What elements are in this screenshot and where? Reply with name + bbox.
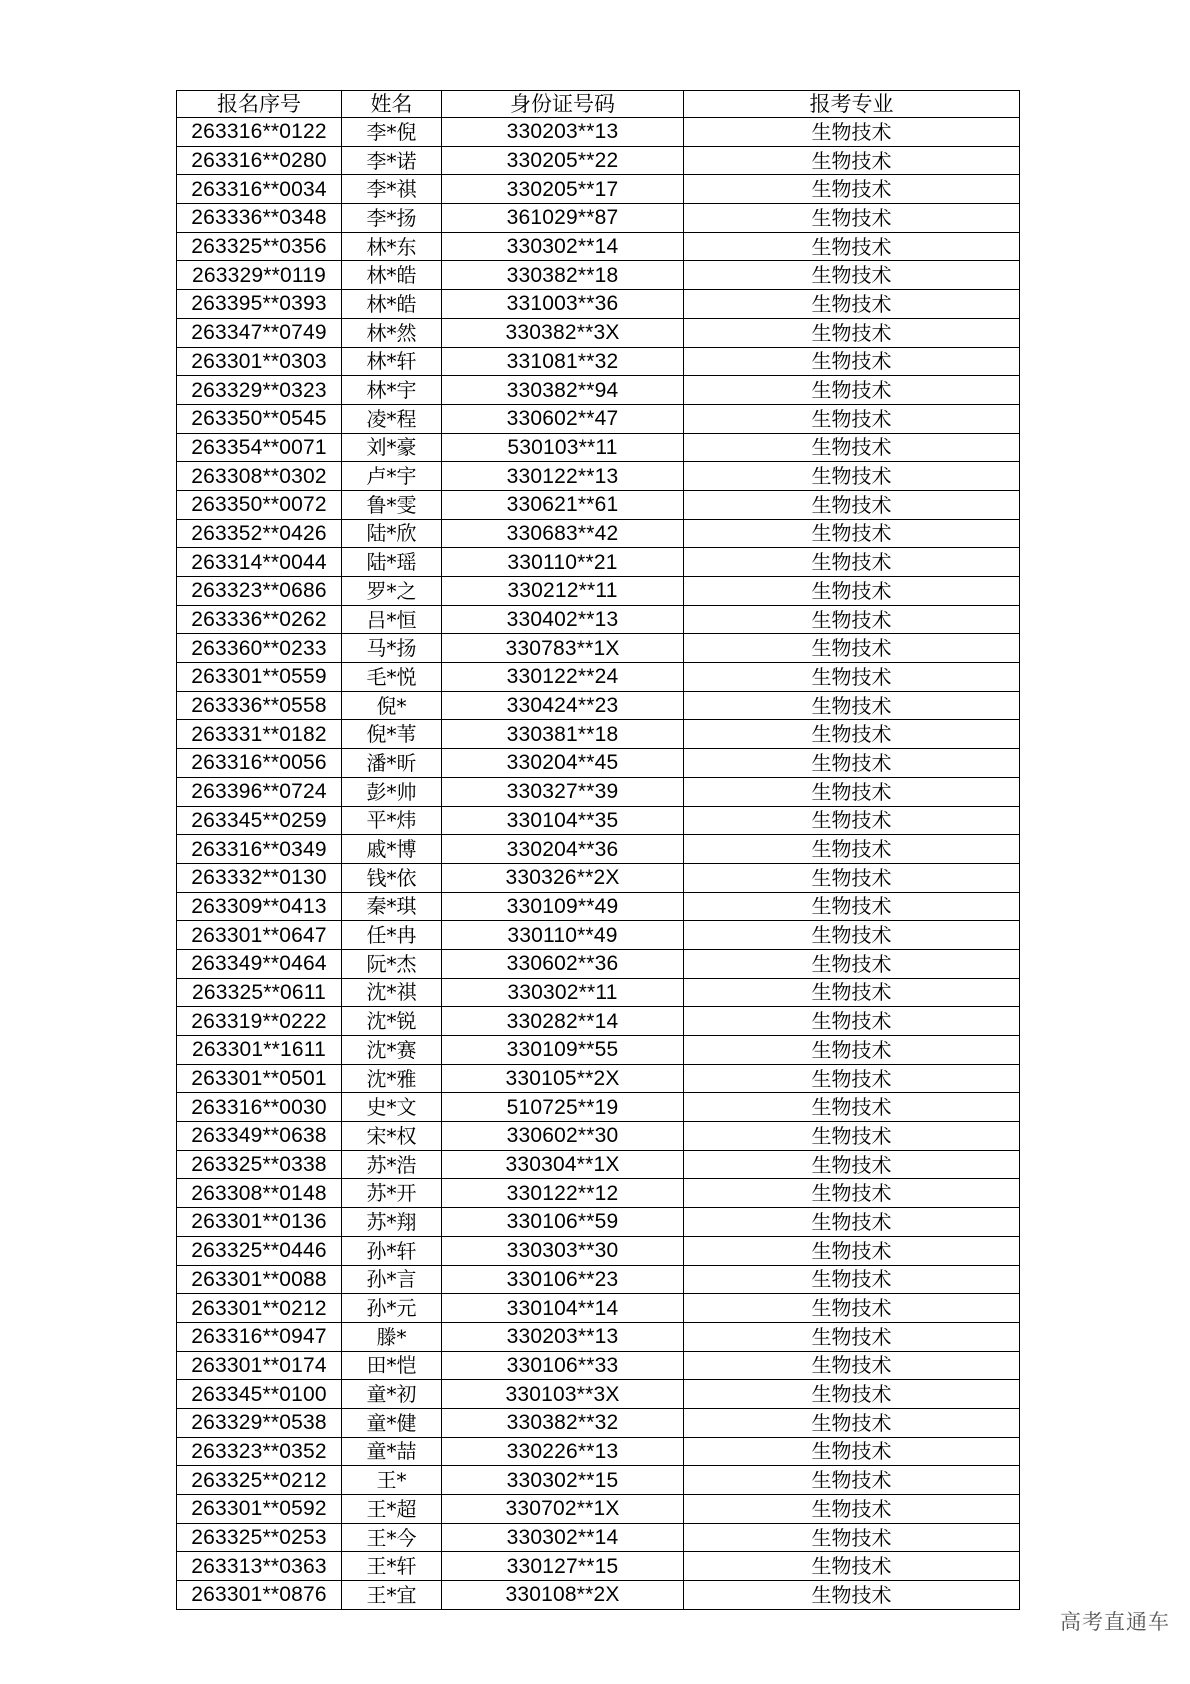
major-cell: 生物技术 [684,1150,1020,1179]
table-row [177,347,1020,376]
student-name-cell: 李*扬 [342,204,442,233]
major-cell: 生物技术 [684,634,1020,663]
id-number-cell: 330110**49 [442,921,684,950]
student-name-cell: 孙*元 [342,1294,442,1323]
student-name-cell: 凌*程 [342,404,442,433]
registration-number-cell: 263316**0122 [177,118,342,147]
table-row [177,118,1020,147]
major-cell: 生物技术 [684,232,1020,261]
major-cell: 生物技术 [684,146,1020,175]
student-name-cell: 苏*浩 [342,1150,442,1179]
table-row [177,605,1020,634]
registration-number-cell: 263301**0303 [177,347,342,376]
registration-number-cell: 263316**0030 [177,1093,342,1122]
table-row [177,1408,1020,1437]
student-name-cell: 宋*权 [342,1122,442,1151]
id-number-cell: 330108**2X [442,1581,684,1610]
registration-number-cell: 263316**0947 [177,1322,342,1351]
major-cell: 生物技术 [684,1179,1020,1208]
major-cell: 生物技术 [684,1122,1020,1151]
student-name-cell: 秦*琪 [342,892,442,921]
registration-number-cell: 263345**0259 [177,806,342,835]
student-name-cell: 刘*豪 [342,433,442,462]
student-name-cell: 田*恺 [342,1351,442,1380]
major-cell: 生物技术 [684,949,1020,978]
id-number-cell: 330382**18 [442,261,684,290]
registration-number-cell: 263316**0034 [177,175,342,204]
student-name-cell: 鲁*雯 [342,490,442,519]
table-row [177,634,1020,663]
table-row [177,1236,1020,1265]
student-name-cell: 毛*悦 [342,663,442,692]
registration-number-cell: 263308**0148 [177,1179,342,1208]
major-cell: 生物技术 [684,691,1020,720]
major-cell: 生物技术 [684,663,1020,692]
student-name-cell: 沈*锐 [342,1007,442,1036]
registration-number-cell: 263301**0088 [177,1265,342,1294]
registration-number-cell: 263329**0323 [177,376,342,405]
table-row [177,1122,1020,1151]
student-name-cell: 苏*开 [342,1179,442,1208]
table-row [177,1036,1020,1065]
table-row [177,548,1020,577]
student-name-cell: 王*宜 [342,1581,442,1610]
student-name-cell: 彭*帅 [342,777,442,806]
student-name-cell: 吕*恒 [342,605,442,634]
id-number-cell: 331003**36 [442,290,684,319]
table-row [177,1064,1020,1093]
id-number-cell: 330106**23 [442,1265,684,1294]
student-name-cell: 李*祺 [342,175,442,204]
major-cell: 生物技术 [684,1208,1020,1237]
header-major: 报考专业 [684,91,1020,118]
registration-number-cell: 263301**0136 [177,1208,342,1237]
id-number-cell: 330103**3X [442,1380,684,1409]
table-row [177,806,1020,835]
id-number-cell: 330203**13 [442,118,684,147]
registration-number-cell: 263325**0611 [177,978,342,1007]
id-number-cell: 330204**36 [442,835,684,864]
major-cell: 生物技术 [684,720,1020,749]
table-row [177,1552,1020,1581]
student-name-cell: 卢*宇 [342,462,442,491]
table-row [177,204,1020,233]
student-name-cell: 童*健 [342,1408,442,1437]
registration-number-cell: 263301**0501 [177,1064,342,1093]
table-row [177,691,1020,720]
table-row [177,749,1020,778]
major-cell: 生物技术 [684,806,1020,835]
registration-number-cell: 263354**0071 [177,433,342,462]
id-number-cell: 510725**19 [442,1093,684,1122]
id-number-cell: 330226**13 [442,1437,684,1466]
student-name-cell: 王*轩 [342,1552,442,1581]
id-number-cell: 330326**2X [442,863,684,892]
major-cell: 生物技术 [684,978,1020,1007]
table-row [177,1179,1020,1208]
id-number-cell: 330382**3X [442,318,684,347]
major-cell: 生物技术 [684,1466,1020,1495]
major-cell: 生物技术 [684,835,1020,864]
id-number-cell: 330205**22 [442,146,684,175]
student-name-cell: 史*文 [342,1093,442,1122]
id-number-cell: 330282**14 [442,1007,684,1036]
registration-number-cell: 263347**0749 [177,318,342,347]
major-cell: 生物技术 [684,1036,1020,1065]
major-cell: 生物技术 [684,749,1020,778]
registration-number-cell: 263301**0174 [177,1351,342,1380]
id-number-cell: 330304**1X [442,1150,684,1179]
registration-number-cell: 263314**0044 [177,548,342,577]
student-name-cell: 孙*轩 [342,1236,442,1265]
registration-number-cell: 263352**0426 [177,519,342,548]
major-cell: 生物技术 [684,347,1020,376]
id-number-cell: 330110**21 [442,548,684,577]
student-name-cell: 陆*欣 [342,519,442,548]
major-cell: 生物技术 [684,863,1020,892]
table-row [177,175,1020,204]
table-row [177,835,1020,864]
table-row [177,490,1020,519]
table-row [177,1380,1020,1409]
registration-number-cell: 263336**0262 [177,605,342,634]
registration-number-cell: 263301**0559 [177,663,342,692]
student-name-cell: 沈*赛 [342,1036,442,1065]
table-row [177,261,1020,290]
student-name-cell: 倪* [342,691,442,720]
id-number-cell: 330621**61 [442,490,684,519]
registration-number-cell: 263331**0182 [177,720,342,749]
registration-number-cell: 263325**0446 [177,1236,342,1265]
table-row [177,921,1020,950]
registration-number-cell: 263350**0545 [177,404,342,433]
table-row [177,290,1020,319]
table-row [177,1581,1020,1610]
id-number-cell: 330302**14 [442,232,684,261]
major-cell: 生物技术 [684,318,1020,347]
student-name-cell: 罗*之 [342,577,442,606]
id-number-cell: 330602**47 [442,404,684,433]
major-cell: 生物技术 [684,376,1020,405]
id-number-cell: 330424**23 [442,691,684,720]
id-number-cell: 330105**2X [442,1064,684,1093]
major-cell: 生物技术 [684,1265,1020,1294]
registration-number-cell: 263350**0072 [177,490,342,519]
major-cell: 生物技术 [684,1351,1020,1380]
student-name-cell: 滕* [342,1322,442,1351]
student-name-cell: 李*诺 [342,146,442,175]
registration-number-cell: 263396**0724 [177,777,342,806]
table-row [177,863,1020,892]
header-id-number: 身份证号码 [442,91,684,118]
student-name-cell: 沈*祺 [342,978,442,1007]
student-name-cell: 陆*瑶 [342,548,442,577]
table-row [177,462,1020,491]
registration-number-cell: 263325**0356 [177,232,342,261]
id-number-cell: 330127**15 [442,1552,684,1581]
registration-number-cell: 263325**0253 [177,1523,342,1552]
table-row [177,1523,1020,1552]
id-number-cell: 361029**87 [442,204,684,233]
student-name-cell: 潘*昕 [342,749,442,778]
registration-number-cell: 263336**0348 [177,204,342,233]
id-number-cell: 330106**59 [442,1208,684,1237]
id-number-cell: 331081**32 [442,347,684,376]
table-row [177,577,1020,606]
registration-number-cell: 263345**0100 [177,1380,342,1409]
registration-number-cell: 263316**0280 [177,146,342,175]
id-number-cell: 330106**33 [442,1351,684,1380]
student-name-cell: 王*超 [342,1495,442,1524]
id-number-cell: 330783**1X [442,634,684,663]
registration-number-cell: 263301**1611 [177,1036,342,1065]
id-number-cell: 330381**18 [442,720,684,749]
table-row [177,1466,1020,1495]
major-cell: 生物技术 [684,548,1020,577]
id-number-cell: 330702**1X [442,1495,684,1524]
id-number-cell: 330204**45 [442,749,684,778]
major-cell: 生物技术 [684,921,1020,950]
table-row [177,519,1020,548]
id-number-cell: 330382**32 [442,1408,684,1437]
major-cell: 生物技术 [684,1007,1020,1036]
id-number-cell: 330302**14 [442,1523,684,1552]
enrollment-table [176,90,1020,1610]
table-row [177,1265,1020,1294]
major-cell: 生物技术 [684,577,1020,606]
table-row [177,1495,1020,1524]
table-header-row [177,91,1020,118]
id-number-cell: 330602**30 [442,1122,684,1151]
table-row [177,376,1020,405]
table-row [177,146,1020,175]
student-name-cell: 林*皓 [342,261,442,290]
id-number-cell: 330122**13 [442,462,684,491]
student-name-cell: 林*轩 [342,347,442,376]
table-row [177,433,1020,462]
major-cell: 生物技术 [684,1437,1020,1466]
student-name-cell: 王*今 [342,1523,442,1552]
table-row [177,1294,1020,1323]
id-number-cell: 330109**49 [442,892,684,921]
major-cell: 生物技术 [684,433,1020,462]
major-cell: 生物技术 [684,462,1020,491]
major-cell: 生物技术 [684,1294,1020,1323]
header-registration-number: 报名序号 [177,91,342,118]
id-number-cell: 330382**94 [442,376,684,405]
table-row [177,663,1020,692]
id-number-cell: 330683**42 [442,519,684,548]
header-name: 姓名 [342,91,442,118]
major-cell: 生物技术 [684,204,1020,233]
table-row [177,318,1020,347]
student-name-cell: 钱*依 [342,863,442,892]
id-number-cell: 330109**55 [442,1036,684,1065]
registration-number-cell: 263325**0338 [177,1150,342,1179]
id-number-cell: 330203**13 [442,1322,684,1351]
registration-number-cell: 263301**0592 [177,1495,342,1524]
id-number-cell: 530103**11 [442,433,684,462]
registration-number-cell: 263308**0302 [177,462,342,491]
student-name-cell: 林*然 [342,318,442,347]
student-name-cell: 沈*雅 [342,1064,442,1093]
major-cell: 生物技术 [684,1523,1020,1552]
id-number-cell: 330205**17 [442,175,684,204]
student-name-cell: 李*倪 [342,118,442,147]
table-row [177,978,1020,1007]
table-row [177,1093,1020,1122]
table-row [177,1322,1020,1351]
registration-number-cell: 263313**0363 [177,1552,342,1581]
registration-number-cell: 263316**0056 [177,749,342,778]
major-cell: 生物技术 [684,175,1020,204]
major-cell: 生物技术 [684,1093,1020,1122]
registration-number-cell: 263301**0876 [177,1581,342,1610]
id-number-cell: 330602**36 [442,949,684,978]
table-row [177,777,1020,806]
table-row [177,1150,1020,1179]
major-cell: 生物技术 [684,404,1020,433]
registration-number-cell: 263301**0647 [177,921,342,950]
major-cell: 生物技术 [684,1552,1020,1581]
id-number-cell: 330302**15 [442,1466,684,1495]
student-name-cell: 戚*博 [342,835,442,864]
student-name-cell: 林*东 [342,232,442,261]
table-body [177,118,1020,1610]
major-cell: 生物技术 [684,605,1020,634]
id-number-cell: 330212**11 [442,577,684,606]
major-cell: 生物技术 [684,118,1020,147]
major-cell: 生物技术 [684,1322,1020,1351]
watermark-text: 高考直通车 [1060,1610,1170,1634]
registration-number-cell: 263319**0222 [177,1007,342,1036]
student-name-cell: 任*冉 [342,921,442,950]
student-name-cell: 林*皓 [342,290,442,319]
student-name-cell: 平*炜 [342,806,442,835]
id-number-cell: 330303**30 [442,1236,684,1265]
table-row [177,1007,1020,1036]
major-cell: 生物技术 [684,1236,1020,1265]
registration-number-cell: 263395**0393 [177,290,342,319]
student-name-cell: 孙*言 [342,1265,442,1294]
student-name-cell: 马*扬 [342,634,442,663]
major-cell: 生物技术 [684,261,1020,290]
table-row [177,232,1020,261]
registration-number-cell: 263329**0119 [177,261,342,290]
major-cell: 生物技术 [684,290,1020,319]
id-number-cell: 330327**39 [442,777,684,806]
student-name-cell: 童*喆 [342,1437,442,1466]
registration-number-cell: 263301**0212 [177,1294,342,1323]
registration-number-cell: 263329**0538 [177,1408,342,1437]
major-cell: 生物技术 [684,490,1020,519]
major-cell: 生物技术 [684,892,1020,921]
major-cell: 生物技术 [684,1064,1020,1093]
registration-number-cell: 263325**0212 [177,1466,342,1495]
student-name-cell: 童*初 [342,1380,442,1409]
major-cell: 生物技术 [684,1495,1020,1524]
id-number-cell: 330122**24 [442,663,684,692]
student-name-cell: 王* [342,1466,442,1495]
id-number-cell: 330402**13 [442,605,684,634]
major-cell: 生物技术 [684,777,1020,806]
table-row [177,404,1020,433]
major-cell: 生物技术 [684,1380,1020,1409]
registration-number-cell: 263323**0352 [177,1437,342,1466]
table-row [177,949,1020,978]
registration-number-cell: 263316**0349 [177,835,342,864]
id-number-cell: 330122**12 [442,1179,684,1208]
major-cell: 生物技术 [684,1581,1020,1610]
student-name-cell: 林*宇 [342,376,442,405]
registration-number-cell: 263309**0413 [177,892,342,921]
student-name-cell: 倪*苇 [342,720,442,749]
table-row [177,892,1020,921]
registration-number-cell: 263332**0130 [177,863,342,892]
student-name-cell: 阮*杰 [342,949,442,978]
registration-number-cell: 263323**0686 [177,577,342,606]
major-cell: 生物技术 [684,519,1020,548]
table-row [177,1351,1020,1380]
registration-number-cell: 263336**0558 [177,691,342,720]
id-number-cell: 330104**35 [442,806,684,835]
table-row [177,1437,1020,1466]
registration-number-cell: 263349**0638 [177,1122,342,1151]
table-row [177,1208,1020,1237]
id-number-cell: 330104**14 [442,1294,684,1323]
id-number-cell: 330302**11 [442,978,684,1007]
student-name-cell: 苏*翔 [342,1208,442,1237]
registration-number-cell: 263349**0464 [177,949,342,978]
major-cell: 生物技术 [684,1408,1020,1437]
table-row [177,720,1020,749]
registration-number-cell: 263360**0233 [177,634,342,663]
